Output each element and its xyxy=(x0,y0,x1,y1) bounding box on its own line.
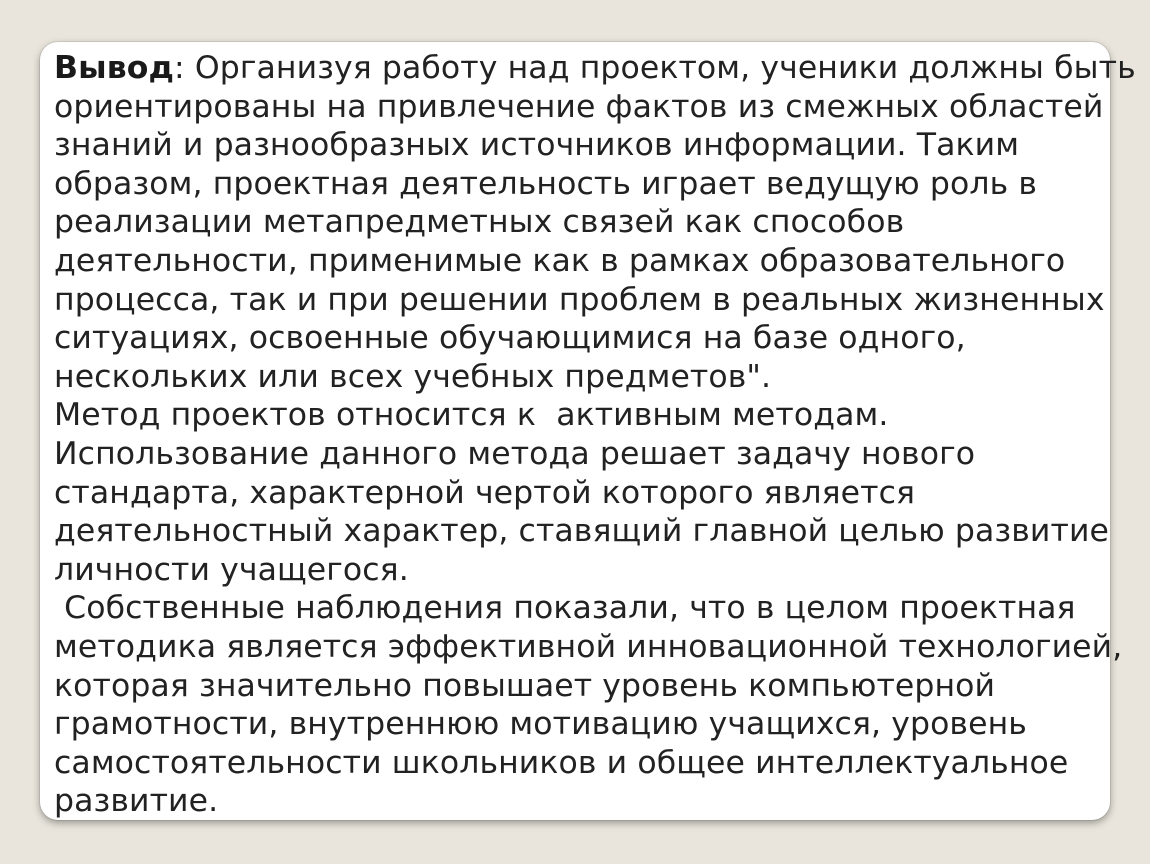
text-line-4: образом, проектная деятельность играет ведущую роль в xyxy=(54,165,1038,202)
text-line-15: Собственные наблюдения показали, что в целом проектная xyxy=(54,590,1076,627)
conclusion-heading: Вывод xyxy=(54,50,175,86)
text-line-19: самостоятельности школьников и общее интеллектуальное xyxy=(54,744,1069,781)
text-line-1 xyxy=(54,49,1144,88)
text-line-17: которая значительно повышает уровень компьютерной xyxy=(54,667,996,704)
text-line-18: грамотности, внутреннюю мотивацию учащихся, уровень xyxy=(54,706,1027,743)
text-line-8: ситуациях, освоенные обучающимися на базе одного, xyxy=(54,320,966,357)
text-line-14: личности учащегося. xyxy=(54,551,409,588)
text-line-11: Использование данного метода решает задачу нового xyxy=(54,435,976,472)
text-line-5: реализации метапредметных связей как способов xyxy=(54,204,905,241)
text-line-10: Метод проектов относится к активным методам. xyxy=(54,397,889,434)
text-line-2: ориентированы на привлечение фактов из смежных областей xyxy=(54,88,1104,125)
text-line-6: деятельности, применимые как в рамках образовательного xyxy=(54,242,1066,279)
text-line-1-body: : Организуя работу над проектом, ученики должны быть xyxy=(174,50,1136,86)
text-line-12: стандарта, характерной чертой которого является xyxy=(54,474,916,511)
text-line-16: методика является эффективной инновационной технологией, xyxy=(54,628,1123,665)
text-line-9: нескольких или всех учебных предметов". xyxy=(54,358,772,395)
slide-text xyxy=(54,49,1144,821)
text-line-7: процесса, так и при решении проблем в реальных жизненных xyxy=(54,281,1105,318)
text-line-20: развитие. xyxy=(54,783,219,820)
text-line-3: знаний и разнообразных источников информации. Таким xyxy=(54,127,1020,164)
text-line-13: деятельностный характер, ставящий главной целью развитие xyxy=(54,513,1109,550)
